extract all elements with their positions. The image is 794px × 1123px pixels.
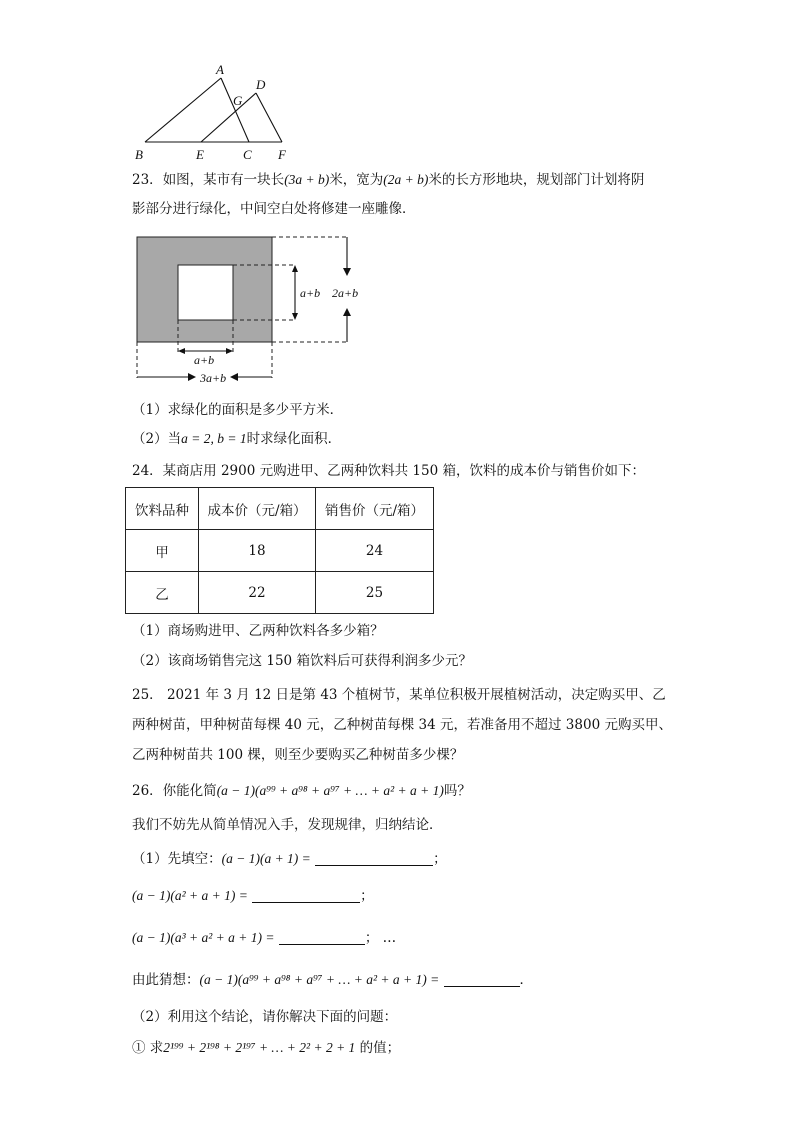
circled-number: ① [132, 1040, 146, 1056]
segment-ba [145, 78, 221, 142]
statue-area [178, 265, 233, 320]
segment-ac [221, 78, 249, 142]
fill-line-1: （1）先填空：(a − 1)(a + 1) = ； [132, 851, 447, 867]
width-expression: (2a + b) [383, 172, 429, 187]
table-row [126, 530, 434, 572]
answer-blank-2[interactable] [252, 888, 360, 903]
label-b: B [135, 147, 143, 162]
q24-sub1: （1）商场购进甲、乙两种饮料各多少箱？ [132, 623, 384, 639]
segment-ed [201, 93, 256, 142]
q23-line1: 23．如图，某市有一块长(3a + b)米，宽为(2a + b)米的长方形地块，规划部门计划将阴 [132, 172, 645, 188]
answer-blank-3[interactable] [279, 930, 365, 945]
table-cell: 甲 [126, 530, 199, 572]
label-e: E [196, 147, 204, 162]
fill-line-3: (a − 1)(a³ + a² + a + 1) = ； … [132, 930, 397, 946]
q24-sub2: （2）该商场销售完这 150 箱饮料后可获得利润多少元？ [132, 653, 472, 669]
label-inner-width: a+b [194, 353, 215, 367]
q25-line3: 乙两种树苗共 100 棵，则至少要购买乙种树苗多少棵？ [132, 747, 464, 763]
label-inner-height: a+b [300, 286, 321, 300]
table-cell: 乙 [126, 572, 199, 614]
table-cell: 25 [316, 572, 434, 614]
q25-line1: 25． 2021 年 3 月 12 日是第 43 个植树节，某单位积极开展植树活动，决定购买甲、乙 [132, 687, 666, 703]
label-d: D [256, 77, 266, 92]
header-cell: 饮料品种 [126, 488, 199, 530]
guess-line: 由此猜想：(a − 1)(a⁹⁹ + a⁹⁸ + a⁹⁷ + … + a² + a + 1) = ． [132, 972, 533, 988]
answer-blank-4[interactable] [444, 972, 520, 987]
q26-item1: ① 求2¹⁹⁹ + 2¹⁹⁸ + 2¹⁹⁷ + … + 2² + 2 + 1 的值； [132, 1040, 401, 1056]
q24-text: 24．某商店用 2900 元购进甲、乙两种饮料共 150 箱，饮料的成本价与销售价如下： [132, 463, 645, 479]
main-expression: (a − 1)(a⁹⁹ + a⁹⁸ + a⁹⁷ + … + a² + a + 1) [216, 783, 444, 798]
label-outer-width: 3a+b [200, 371, 227, 385]
triangle-figure [130, 60, 300, 165]
q23-sub2: （2）当a = 2, b = 1时求绿化面积． [132, 431, 342, 447]
segment-df [256, 93, 282, 142]
q26-line2: 我们不妨先从简单情况入手，发现规律，归纳结论． [132, 817, 443, 833]
table-header-row [126, 488, 434, 530]
q26-sub2: （2）利用这个结论，请你解决下面的问题： [132, 1009, 398, 1025]
label-c: C [243, 147, 252, 162]
q26-line1: 26．你能化简(a − 1)(a⁹⁹ + a⁹⁸ + a⁹⁷ + … + a² + a + 1)吗？ [132, 783, 471, 799]
table-cell: 22 [199, 572, 316, 614]
q23-line2: 影部分进行绿化，中间空白处将修建一座雕像． [132, 201, 416, 217]
length-expression: (3a + b) [284, 172, 330, 187]
label-f: F [278, 147, 286, 162]
power-sum-expression: 2¹⁹⁹ + 2¹⁹⁸ + 2¹⁹⁷ + … + 2² + 2 + 1 [163, 1040, 356, 1055]
header-cell: 销售价（元/箱） [316, 488, 434, 530]
rectangle-figure [130, 230, 370, 390]
table-row [126, 572, 434, 614]
table-cell: 18 [199, 530, 316, 572]
price-table [125, 487, 434, 614]
fill-line-2: (a − 1)(a² + a + 1) = ； [132, 888, 374, 904]
label-a: A [216, 62, 224, 77]
label-outer-height: 2a+b [332, 286, 359, 300]
label-g: G [233, 93, 243, 108]
answer-blank-1[interactable] [315, 851, 433, 866]
value-expression: a = 2, b = 1 [181, 431, 247, 446]
q23-sub1: （1）求绿化的面积是多少平方米． [132, 402, 344, 418]
q25-line2: 两种树苗，甲种树苗每棵 40 元，乙种树苗每棵 34 元，若准备用不超过 3800 元购买甲、 [132, 717, 672, 733]
header-cell: 成本价（元/箱） [199, 488, 316, 530]
table-cell: 24 [316, 530, 434, 572]
